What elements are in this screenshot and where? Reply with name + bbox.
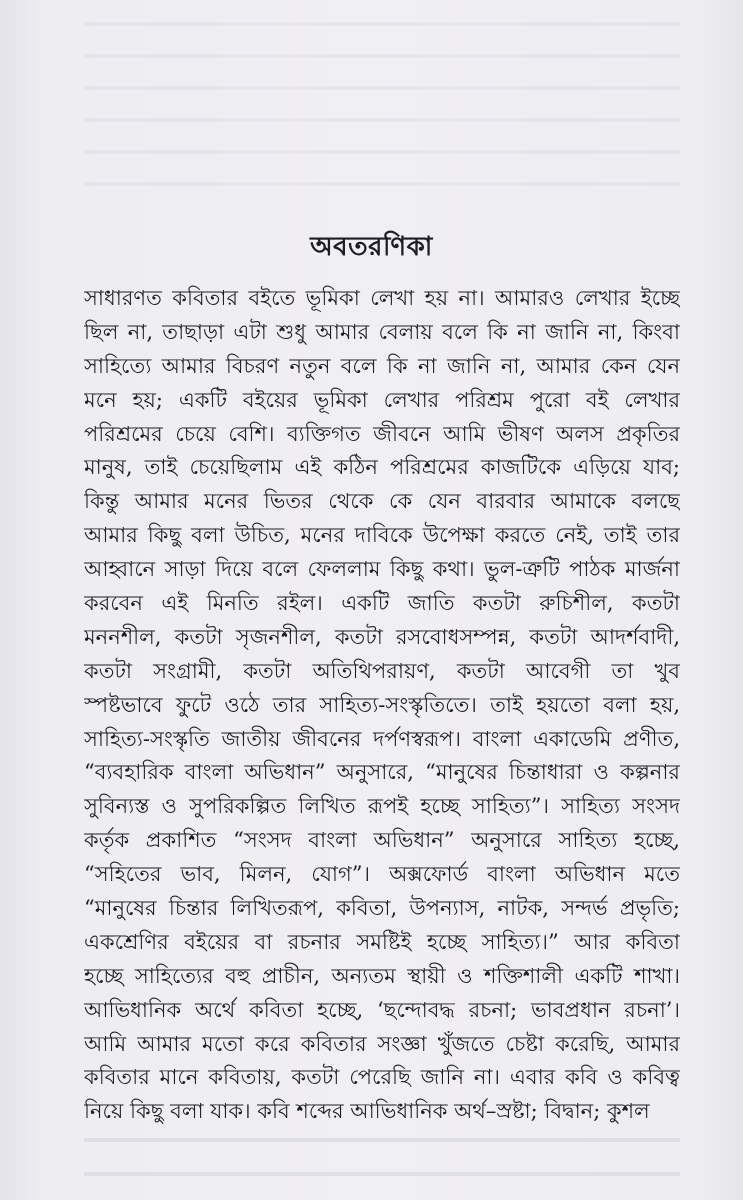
page-heading: অবতরণিকা [310,232,433,262]
text-line: হচ্ছে সাহিত্যের বহু প্রাচীন, অন্যতম স্থায়ী ও শক্তিশালী একটি শাখা। [84,963,680,988]
text-line: নিয়ে কিছু বলা যাক। কবি শব্দের আভিধানিক অর্থ–স্রষ্টা; বিদ্বান; কুশল [84,1099,650,1124]
text-line: করবেন এই মিনতি রইল। একটি জাতি কতটা রুচিশীল, কতটা [84,591,680,616]
text-line: আহ্বানে সাড়া দিয়ে বলে ফেললাম কিছু কথা। ভুল-ত্রুটি পাঠক মার্জনা [84,557,680,582]
text-line: একশ্রেণির বইয়ের বা রচনার সমষ্টিই হচ্ছে সাহিত্য।” আর কবিতা [84,929,680,954]
text-line: আভিধানিক অর্থে কবিতা হচ্ছে, ‘ছন্দোবদ্ধ রচনা; ভাবপ্রধান রচনা’। [84,997,680,1022]
text-line: সাহিত্য-সংস্কৃতি জাতীয় জীবনের দর্পণস্বরূপ। বাংলা একাডেমি প্রণীত, [84,726,680,751]
text-line: “মানুষের চিন্তার লিখিতরূপ, কবিতা, উপন্যাস, নাটক, সন্দর্ভ প্রভৃতি; [84,896,680,921]
text-line: কর্তৃক প্রকাশিত “সংসদ বাংলা অভিধান” অনুসারে সাহিত্য হচ্ছে, [84,828,680,853]
text-line: মানুষ, তাই চেয়েছিলাম এই কঠিন পরিশ্রমের কাজটিকে এড়িয়ে যাব; [84,455,680,480]
text-line: “সহিতের ভাব, মিলন, যোগ”। অক্সফোর্ড বাংলা অভিধান মতে [84,862,680,887]
body-paragraph [84,282,680,1129]
text-line: “ব্যবহারিক বাংলা অভিধান” অনুসারে, “মানুষের চিন্তাধারা ও কল্পনার [84,760,680,785]
text-line: সুবিন্যস্ত ও সুপরিকল্পিত লিখিত রূপই হচ্ছে সাহিত্য”। সাহিত্য সংসদ [84,794,680,819]
show-through-text-top [84,10,680,210]
text-line: পরিশ্রমের চেয়ে বেশি। ব্যক্তিগত জীবনে আমি ভীষণ অলস প্রকৃতির [84,421,680,446]
text-line: কবিতার মানে কবিতায়, কতটা পেরেছি জানি না। এবার কবি ও কবিত্ব [84,1065,680,1090]
show-through-text-bottom [84,1128,680,1188]
text-line: মনে হয়; একটি বইয়ের ভূমিকা লেখার পরিশ্রম পুরো বই লেখার [84,387,680,412]
text-line: সাহিত্যে আমার বিচরণ নতুন বলে কি না জানি না, আমার কেন যেন [84,353,680,378]
text-line: স্পষ্টভাবে ফুটে ওঠে তার সাহিত্য-সংস্কৃতিতে। তাই হয়তো বলা হয়, [84,692,680,717]
text-line: আমার কিছু বলা উচিত, মনের দাবিকে উপেক্ষা করতে নেই, তাই তার [84,523,680,548]
text-line: ছিল না, তাছাড়া এটা শুধু আমার বেলায় বলে কি না জানি না, কিংবা [84,319,680,344]
text-line: কতটা সংগ্রামী, কতটা অতিথিপরায়ণ, কতটা আবেগী তা খুব [84,658,680,683]
text-line: মননশীল, কতটা সৃজনশীল, কতটা রসবোধসম্পন্ন, কতটা আদর্শবাদী, [84,624,680,649]
text-line: কিন্তু আমার মনের ভিতর থেকে কে যেন বারবার আমাকে বলছে [84,489,680,514]
text-line: আমি আমার মতো করে কবিতার সংজ্ঞা খুঁজতে চেষ্টা করেছি, আমার [84,1031,680,1056]
text-line: সাধারণত কবিতার বইতে ভূমিকা লেখা হয় না। আমারও লেখার ইচ্ছে [84,286,680,310]
